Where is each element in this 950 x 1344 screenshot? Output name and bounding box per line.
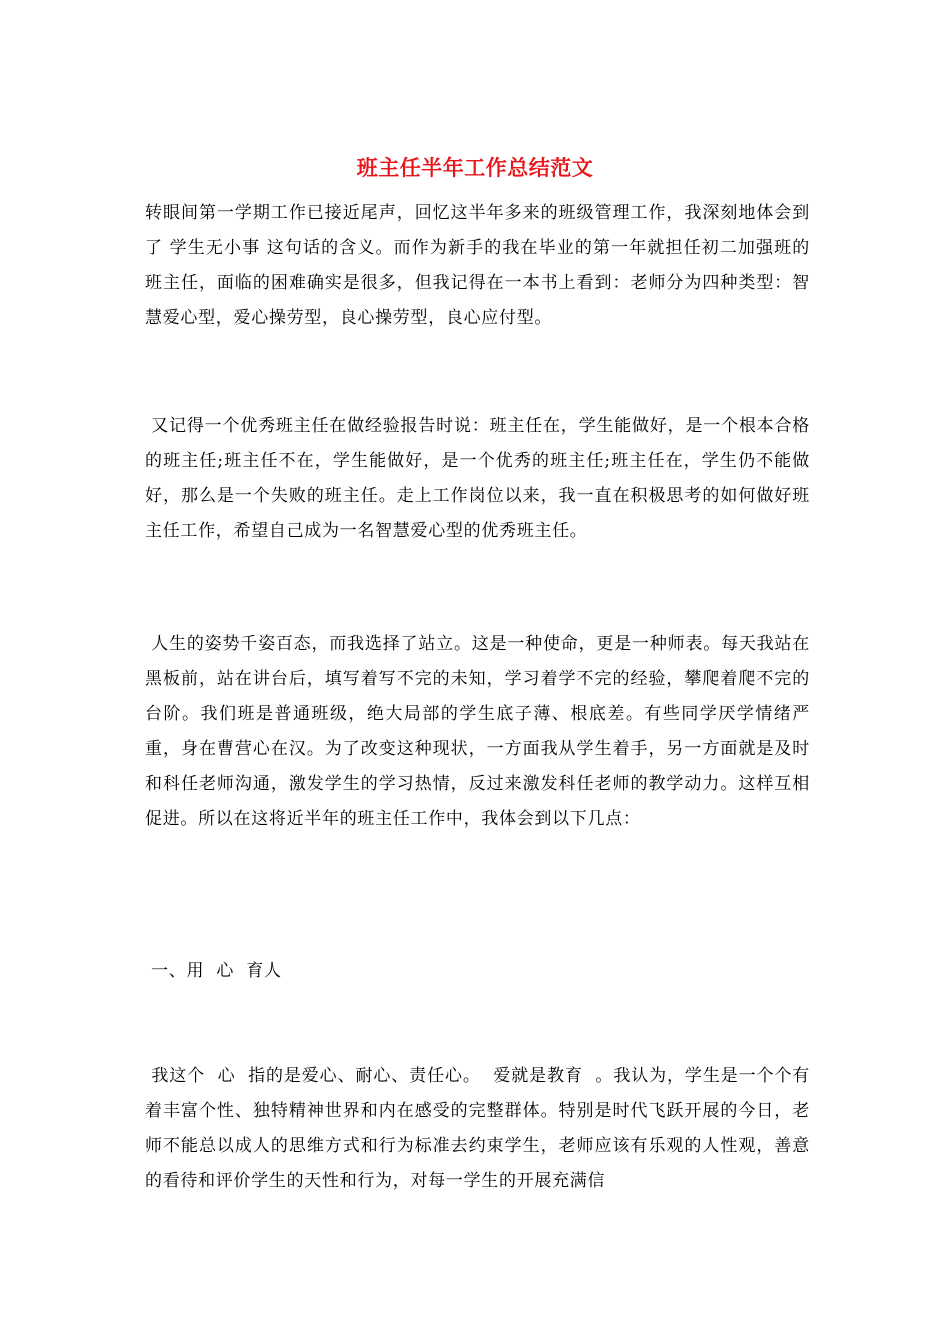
paragraph-heart: 我这个 心 指的是爱心、耐心、责任心。 爱就是教育 。我认为，学生是一个个有着丰富个性、独特精神世界和内在感受的完整群体。特别是时代飞跃开展的今日，老师不能总以成人的思维方式和行为标准去约束学生，老师应该有乐观的人性观，善意的看待和评价学生的天性和行为，对每一学生的开展充满信	[145, 1066, 810, 1191]
document-title: 班主任半年工作总结范文	[356, 155, 594, 180]
section-heading-1: 一、用 心 育人	[145, 961, 282, 981]
paragraph-intro: 转眼间第一学期工作已接近尾声，回忆这半年多来的班级管理工作，我深刻地体会到了 学生无小事 这句话的含义。而作为新手的我在毕业的第一年就担任初二加强班的班主任，面临的困难确实是很多，但我记得在一本书上看到：老师分为四种类型：智慧爱心型，爱心操劳型，良心操劳型，良心应付型。	[145, 203, 810, 328]
paragraph-experience-report: 又记得一个优秀班主任在做经验报告时说：班主任在，学生能做好，是一个根本合格的班主任;班主任不在，学生能做好，是一个优秀的班主任;班主任在，学生仍不能做好，那么是一个失败的班主任。走上工作岗位以来，我一直在积极思考的如何做好班主任工作，希望自己成为一名智慧爱心型的优秀班主任。	[145, 416, 810, 541]
paragraph-standing: 人生的姿势千姿百态，而我选择了站立。这是一种使命，更是一种师表。每天我站在黑板前，站在讲台后，填写着写不完的未知，学习着学不完的经验，攀爬着爬不完的台阶。我们班是普通班级，绝大局部的学生底子薄、根底差。有些同学厌学情绪严重，身在曹营心在汉。为了改变这种现状，一方面我从学生着手，另一方面就是及时和科任老师沟通，激发学生的学习热情，反过来激发科任老师的教学动力。这样互相促进。所以在这将近半年的班主任工作中，我体会到以下几点：	[145, 634, 810, 829]
